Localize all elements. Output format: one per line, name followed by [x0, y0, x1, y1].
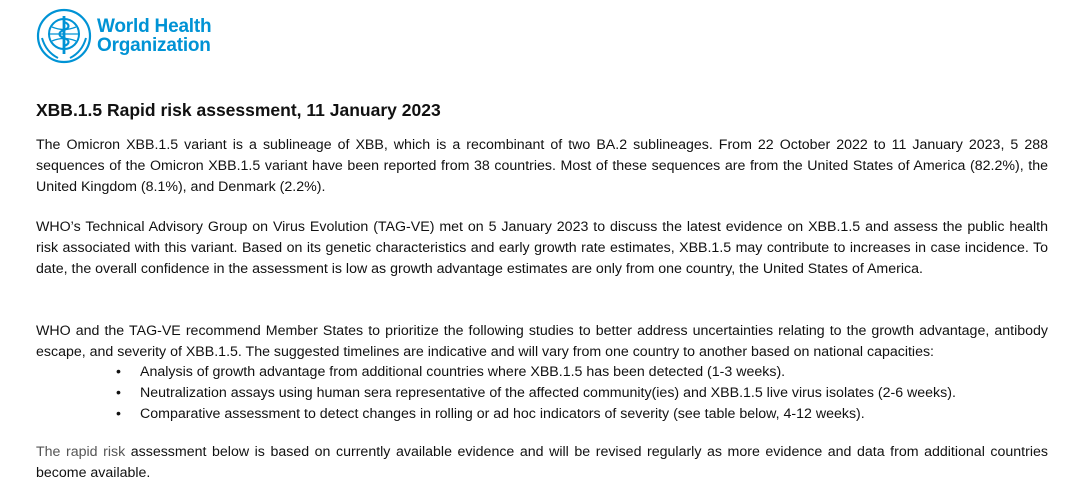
- recommendation-list: [36, 362, 1048, 424]
- faded-text: The rapid risk: [36, 444, 126, 460]
- list-item-text: Comparative assessment to detect changes in rolling or ad hoc indicators of severity (see table below, 4-12 weeks).: [140, 405, 865, 422]
- bullet-icon: •: [116, 405, 121, 422]
- paragraph-overview: The Omicron XBB.1.5 variant is a sublineage of XBB, which is a recombinant of two BA.2 sublineages. From 22 October 2022 to 11 January 2023, 5 288 sequences of the Omicron XBB.1.5 variant have been reported from 38 countries. Most of these sequences are from the United States of America (82.2%), the United Kingdom (8.1%), and Denmark (2.2%).: [36, 137, 1048, 195]
- document-title: XBB.1.5 Rapid risk assessment, 11 January 2023: [36, 100, 441, 120]
- paragraph-tag-ve: WHO’s Technical Advisory Group on Virus Evolution (TAG-VE) met on 5 January 2023 to discuss the latest evidence on XBB.1.5 and assess the public health risk associated with this variant. Based on its genetic characteristics and early growth rate estimates, XBB.1.5 may contribute to increases in case incidence. To date, the overall confidence in the assessment is low as growth advantage estimates are only from one country, the United States of America.: [36, 219, 1048, 277]
- org-name-line1: World Health: [97, 16, 212, 37]
- bullet-icon: •: [116, 364, 121, 380]
- list-item: [36, 383, 1048, 404]
- list-item: [36, 362, 1048, 383]
- list-item-text: Neutralization assays using human sera representative of the affected community(ies) and XBB.1.5 live virus isolates (2-6 weeks).: [140, 384, 956, 401]
- closing-text: assessment below is based on currently available evidence and will be revised regularly as more evidence and data from additional countries become available.: [36, 444, 1048, 481]
- paragraph-recommendations: WHO and the TAG-VE recommend Member States to prioritize the following studies to better address uncertainties relating to the growth advantage, antibody escape, and severity of XBB.1.5. The suggested timelines are indicative and will vary from one country to another based on national capacities:: [36, 323, 1048, 360]
- list-item-text: Analysis of growth advantage from additional countries where XBB.1.5 has been detected (1-3 weeks).: [140, 364, 786, 380]
- paragraph-closing: [36, 442, 1048, 484]
- who-emblem-icon: [36, 8, 92, 64]
- list-item: [36, 404, 1048, 425]
- bullet-icon: •: [116, 384, 121, 401]
- who-logo: [36, 8, 211, 64]
- org-name-line2: Organization: [97, 35, 211, 56]
- org-name: [97, 17, 211, 55]
